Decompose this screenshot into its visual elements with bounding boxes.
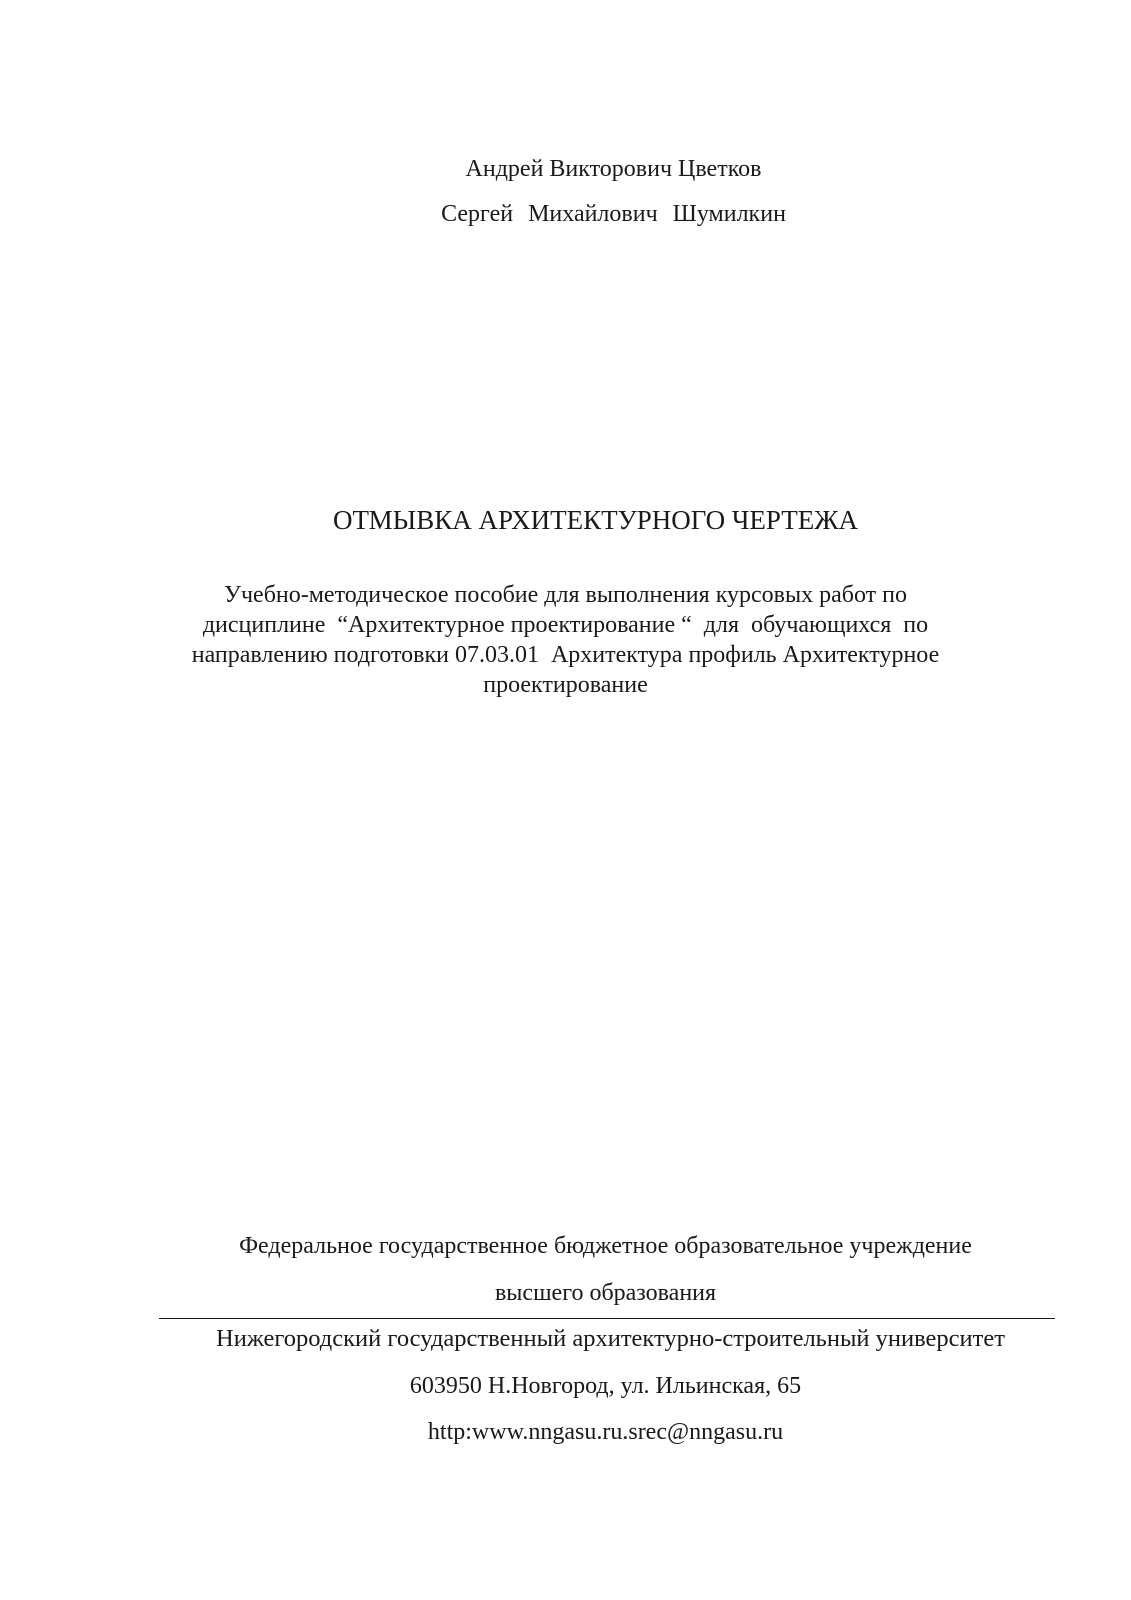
university-name: Нижегородский государственный архитектурно-строительный университет	[216, 1325, 1005, 1352]
document-title: ОТМЫВКА АРХИТЕКТУРНОГО ЧЕРТЕЖА	[333, 505, 858, 535]
institution-type-line-1: Федеральное государственное бюджетное образовательное учреждение	[239, 1233, 972, 1259]
author-name-1: Андрей Викторович Цветков	[465, 156, 762, 182]
subtitle-line-1: Учебно-методическое пособие для выполнения курсовых работ по	[223, 582, 907, 608]
subtitle-line-3: направлению подготовки 07.03.01 Архитектура профиль Архитектурное	[191, 642, 940, 668]
subtitle-line-2: дисциплине “Архитектурное проектирование “ для обучающихся по	[202, 612, 929, 638]
document-subtitle	[0, 580, 1131, 700]
university-address: 603950 Н.Новгород, ул. Ильинская, 65	[409, 1373, 802, 1399]
author-name-2: Сергей Михайлович Шумилкин	[441, 201, 786, 227]
university-web-email: http:www.nngasu.ru.srec@nngasu.ru	[427, 1419, 784, 1445]
institution-type-line-2: высшего образования	[494, 1280, 717, 1306]
horizontal-divider	[159, 1318, 1055, 1319]
subtitle-line-4: проектирование	[483, 672, 648, 698]
